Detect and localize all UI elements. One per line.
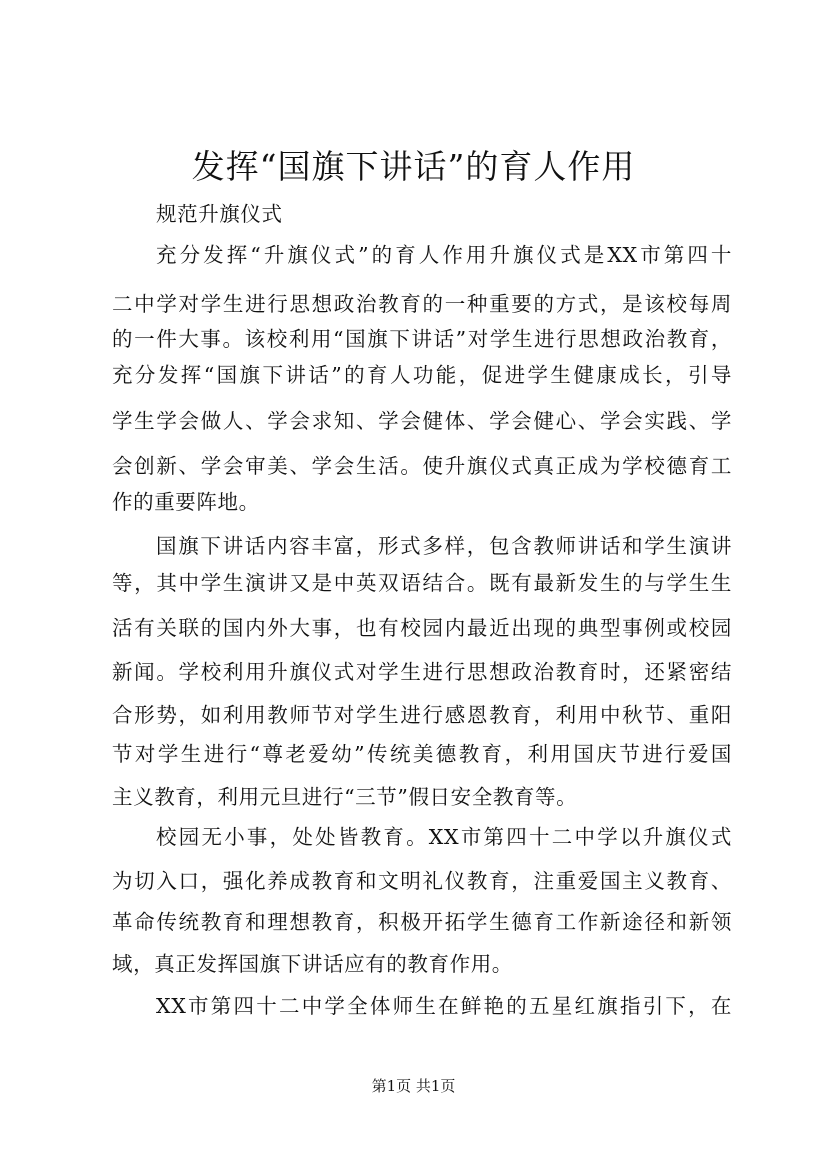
section-subheading: 规范升旗仪式 bbox=[156, 202, 283, 226]
paragraph-line: 主义教育，利用元旦进行“三节”假日安全教育等。 bbox=[112, 785, 578, 809]
paragraph-line: 作的重要阵地。 bbox=[112, 490, 260, 514]
paragraph-line: 充分发挥“国旗下讲话”的育人功能，促进学生健康成长，引导 bbox=[112, 363, 732, 387]
paragraph-line: 革命传统教育和理想教育，积极开拓学生德育工作新途径和新领 bbox=[112, 910, 732, 934]
paragraph-line: 为切入口，强化养成教育和文明礼仪教育，注重爱国主义教育、 bbox=[112, 869, 732, 893]
paragraph-line: 学生学会做人、学会求知、学会健体、学会健心、学会实践、学 bbox=[112, 409, 732, 433]
paragraph-line: XX市第四十二中学全体师生在鲜艳的五星红旗指引下，在 bbox=[156, 994, 732, 1018]
paragraph-line: 国旗下讲话内容丰富，形式多样，包含教师讲话和学生演讲 bbox=[156, 534, 732, 558]
paragraph-line: 的一件大事。该校利用“国旗下讲话”对学生进行思想政治教育， bbox=[112, 327, 732, 351]
paragraph-line: 节对学生进行“尊老爱幼”传统美德教育，利用国庆节进行爱国 bbox=[112, 742, 732, 766]
paragraph-line: 新闻。学校利用升旗仪式对学生进行思想政治教育时，还紧密结 bbox=[112, 660, 732, 684]
paragraph-line: 等，其中学生演讲又是中英双语结合。既有最新发生的与学生生 bbox=[112, 571, 732, 595]
page-footer: 第1页 共1页 bbox=[371, 1077, 456, 1095]
paragraph-line: 校园无小事，处处皆教育。XX市第四十二中学以升旗仪式 bbox=[156, 825, 732, 849]
paragraph-line: 活有关联的国内外大事，也有校园内最近出现的典型事例或校园 bbox=[112, 616, 732, 640]
paragraph-line: 充分发挥“升旗仪式”的育人作用升旗仪式是XX市第四十 bbox=[156, 243, 732, 267]
paragraph-line: 二中学对学生进行思想政治教育的一种重要的方式，是该校每周 bbox=[112, 292, 732, 316]
paragraph-line: 域，真正发挥国旗下讲话应有的教育作用。 bbox=[112, 952, 513, 976]
paragraph-line: 合形势，如利用教师节对学生进行感恩教育，利用中秋节、重阳 bbox=[112, 703, 732, 727]
document-title: 发挥“国旗下讲话”的育人作用 bbox=[191, 147, 636, 186]
paragraph-line: 会创新、学会审美、学会生活。使升旗仪式真正成为学校德育工 bbox=[112, 454, 732, 478]
